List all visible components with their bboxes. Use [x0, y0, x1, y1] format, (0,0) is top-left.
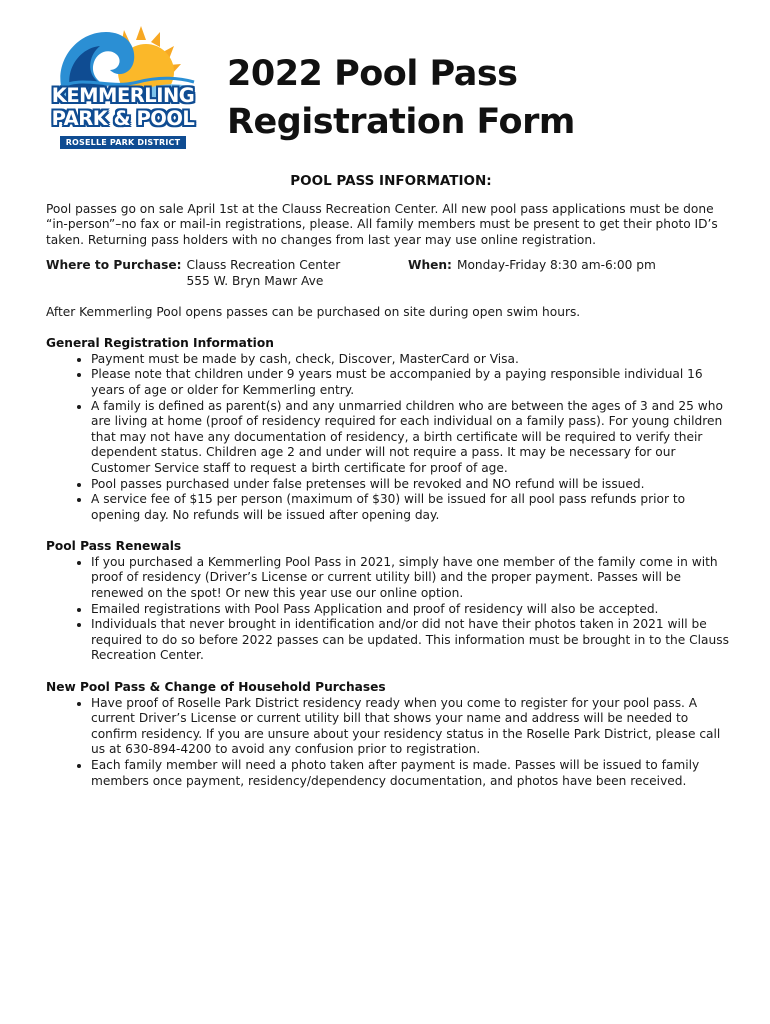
when-info	[408, 258, 656, 289]
general-heading: General Registration Information	[46, 336, 274, 351]
list-item: • Payment must be made by cash, check, Discover, MasterCard or Visa.	[91, 352, 736, 368]
renewals-list	[46, 555, 736, 664]
logo-line-district: ROSELLE PARK DISTRICT	[60, 136, 187, 149]
list-item: • Individuals that never brought in identification and/or did not have their photos taken in 2021 will be required to do so before 2022 passes can be updated. This information must be brought in to the Clauss Recreation Center.	[91, 617, 736, 664]
logo-line-kemmerling: KEMMERLING	[51, 84, 195, 107]
list-item: • A family is defined as parent(s) and any unmarried children who are between the ages of 3 and 25 who are living at home (proof of residency required for each individual on a family pass). For young children that may not have any documentation of residency, a birth certificate will be required to verify their dependent status. Children age 2 and under will not require a pass. It may be necessary for our Customer Service staff to request a birth certificate for proof of age.	[91, 399, 736, 477]
info-heading: POOL PASS INFORMATION:	[290, 173, 492, 189]
new-pass-heading: New Pool Pass & Change of Household Purchases	[46, 680, 386, 695]
document-body	[46, 174, 736, 789]
list-item: • A service fee of $15 per person (maximum of $30) will be issued for all pool pass refunds prior to opening day. No refunds will be issued after opening day.	[91, 492, 736, 523]
when-value: Monday-Friday 8:30 am-6:00 pm	[456, 258, 656, 273]
logo-line-park-pool: PARK & POOL	[51, 107, 195, 130]
list-item: • Emailed registrations with Pool Pass Application and proof of residency will also be accepted.	[91, 602, 736, 618]
list-item: • Pool passes purchased under false pretenses will be revoked and NO refund will be issued.	[91, 477, 736, 493]
renewals-heading: Pool Pass Renewals	[46, 539, 182, 554]
title-line-2: Registration Form	[227, 102, 575, 142]
page-title	[227, 50, 575, 146]
new-pass-list	[46, 696, 736, 790]
where-line-1: Clauss Recreation Center	[186, 258, 341, 273]
general-list	[46, 352, 736, 524]
list-item: • Have proof of Roselle Park District residency ready when you come to register for your pool pass. A current Driver’s License or current utility bill that shows your name and address will be needed to confirm residency. If you are unsure about your residency status in the Roselle Park District, please call us at 630-894-4200 to avoid any confusion prior to registration.	[91, 696, 736, 758]
where-line-2: 555 W. Bryn Mawr Ave	[186, 273, 324, 288]
after-opening-paragraph: After Kemmerling Pool opens passes can be purchased on site during open swim hours.	[46, 304, 581, 319]
purchase-info	[46, 258, 736, 289]
list-item: • Please note that children under 9 years must be accompanied by a paying responsible individual 16 years of age or older for Kemmerling entry.	[91, 367, 736, 398]
where-to-purchase	[46, 258, 408, 289]
logo-text	[48, 84, 198, 149]
title-line-1: 2022 Pool Pass	[227, 54, 518, 94]
where-label: Where to Purchase:	[46, 258, 182, 273]
intro-paragraph: Pool passes go on sale April 1st at the Clauss Recreation Center. All new pool pass applications must be done “in-person”–no fax or mail-in registrations, please. All family members must be present to get their photo ID’s taken. Returning pass holders with no changes from last year may use online registration.	[46, 201, 718, 247]
when-label: When:	[408, 258, 452, 273]
list-item: • If you purchased a Kemmerling Pool Pass in 2021, simply have one member of the family come in with proof of residency (Driver’s License or current utility bill) and the proper payment. Passes will be renewed on the spot! Or new this year use our online option.	[91, 555, 736, 602]
list-item: • Each family member will need a photo taken after payment is made. Passes will be issued to family members once payment, residency/dependency documentation, and photos have been received.	[91, 758, 736, 789]
